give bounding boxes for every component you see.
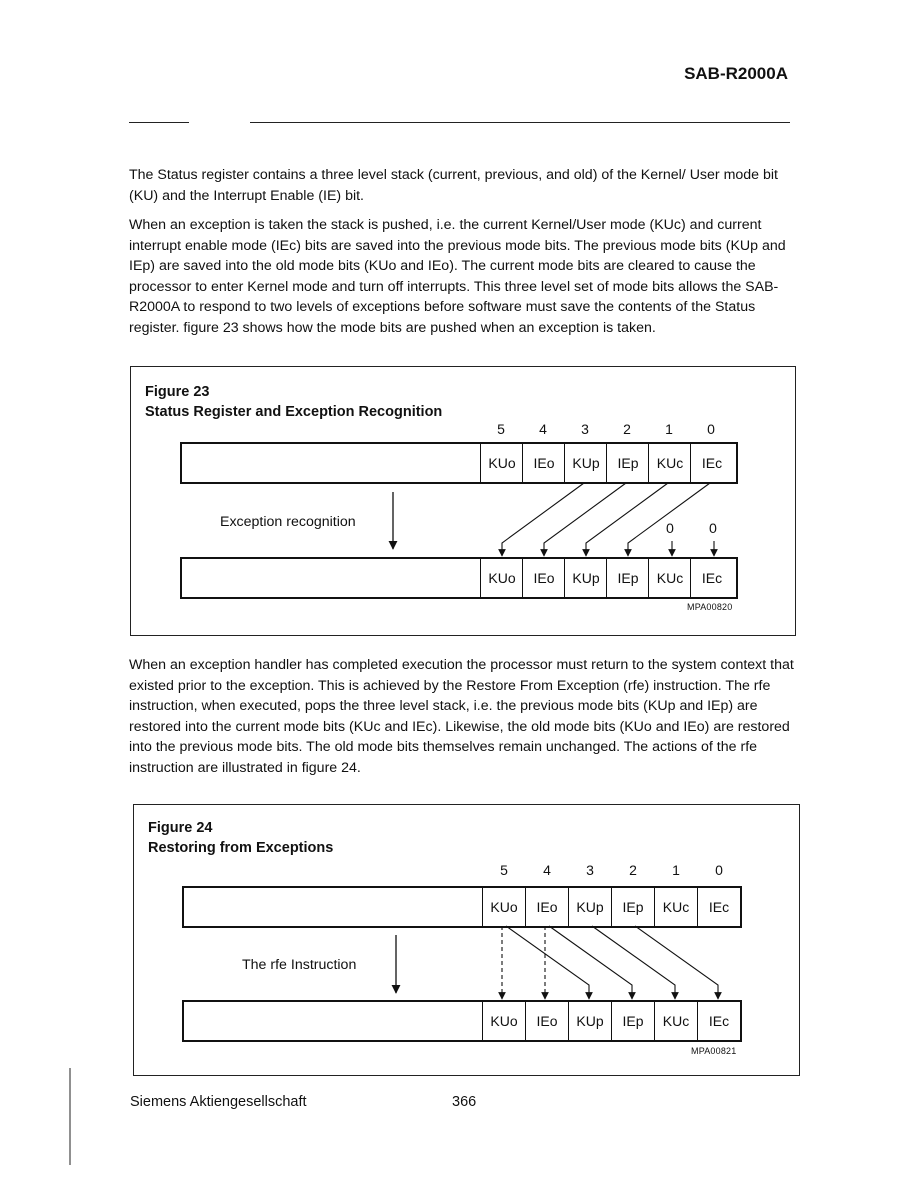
paragraph-rfe-instruction: When an exception handler has completed execution the processor must return to the system context that existed prior to the exception. This is achieved by the Restore From Exception (rfe) instruction. The rfe instruction, when executed, pops the three level stack, i.e. the previous mode bits (KUp and IEp) are restored into the current mode bits (KUc and IEc). Likewise, the old mode bits (KUo and IEo) are restored into the previous mode bits. The old mode bits themselves remain unchanged. The actions of the rfe instruction are illustrated in figure 24. bbox=[129, 657, 794, 776]
paragraph-exception-taken: When an exception is taken the stack is pushed, i.e. the current Kernel/User mode (KUc) and current interrupt enable mode (IEc) bits are saved into the previous mode bits. The previous mode bits (KUp and IEp) are saved into the old mode bits (KUo and IEo). The current mode bits are cleared to cause the processor to enter Kernel mode and turn off interrupts. This three level set of mode bits allows the SAB-R2000A to respond to two levels of exceptions before software must save the contents of the Status register. figure 23 shows how the mode bits are pushed when an exception is taken. bbox=[129, 217, 786, 336]
fig24-bottom-cell: KUp bbox=[568, 1002, 611, 1040]
fig23-exception-recognition-label: Exception recognition bbox=[220, 514, 356, 530]
fig24-bottom-cell: KUc bbox=[654, 1002, 697, 1040]
fig24-bit-number: 5 bbox=[500, 862, 508, 878]
fig23-drawing-code: MPA00820 bbox=[687, 602, 733, 612]
fig23-top-cell: IEp bbox=[606, 444, 649, 482]
fig24-bit-number: 3 bbox=[586, 862, 594, 878]
footer-page-number: 366 bbox=[452, 1094, 477, 1110]
fig24-top-cell: KUp bbox=[568, 888, 611, 926]
fig23-top-cell: KUc bbox=[648, 444, 691, 482]
fig23-bit-number: 4 bbox=[539, 421, 547, 437]
fig24-top-cell: IEp bbox=[611, 888, 654, 926]
fig23-bottom-cell: KUo bbox=[480, 559, 523, 597]
fig23-top-cell: KUp bbox=[564, 444, 607, 482]
fig24-bottom-cell: IEc bbox=[697, 1002, 740, 1040]
fig23-bit-number: 5 bbox=[497, 421, 505, 437]
fig24-bottom-cell: KUo bbox=[482, 1002, 525, 1040]
fig23-bottom-cell: KUc bbox=[648, 559, 691, 597]
fig24-bit-number: 1 bbox=[672, 862, 680, 878]
figure-23-number: Figure 23 bbox=[145, 384, 210, 400]
fig23-bottom-cell: IEc bbox=[690, 559, 733, 597]
fig23-bit-number: 1 bbox=[665, 421, 673, 437]
figure-24-title: Restoring from Exceptions bbox=[148, 840, 334, 856]
page-header-title: SAB-R2000A bbox=[684, 64, 788, 83]
fig23-bottom-cell: IEp bbox=[606, 559, 649, 597]
paragraph-status-register: The Status register contains a three level stack (current, previous, and old) of the Kernel/ User mode bit (KU) and the Interrupt Enable (IE) bit. bbox=[129, 167, 779, 204]
fig24-top-cell: IEo bbox=[525, 888, 568, 926]
fig24-bottom-cell: IEp bbox=[611, 1002, 654, 1040]
fig24-bit-number: 2 bbox=[629, 862, 637, 878]
fig23-bit-number: 2 bbox=[623, 421, 631, 437]
fig24-bit-number: 0 bbox=[715, 862, 723, 878]
figure-24-number: Figure 24 bbox=[148, 820, 213, 836]
fig24-bit-number: 4 bbox=[543, 862, 551, 878]
fig23-top-cell: KUo bbox=[480, 444, 523, 482]
footer-company: Siemens Aktiengesellschaft bbox=[130, 1094, 307, 1110]
fig23-bit-number: 3 bbox=[581, 421, 589, 437]
fig24-top-cell: KUo bbox=[482, 888, 525, 926]
figure-23-title: Status Register and Exception Recognition bbox=[145, 404, 443, 420]
fig23-bottom-cell: KUp bbox=[564, 559, 607, 597]
fig23-zero-label: 0 bbox=[666, 521, 674, 537]
fig24-pop-arrows bbox=[502, 926, 718, 999]
fig24-drawing-code: MPA00821 bbox=[691, 1046, 737, 1056]
fig23-top-cell: IEo bbox=[522, 444, 565, 482]
fig23-top-cell: IEc bbox=[690, 444, 733, 482]
fig23-bottom-cell: IEo bbox=[522, 559, 565, 597]
fig23-bit-number: 0 bbox=[707, 421, 715, 437]
fig24-top-cell: IEc bbox=[697, 888, 740, 926]
fig24-bottom-cell: IEo bbox=[525, 1002, 568, 1040]
fig24-rfe-instruction-label: The rfe Instruction bbox=[242, 957, 357, 973]
fig24-top-cell: KUc bbox=[654, 888, 697, 926]
fig23-zero-label: 0 bbox=[709, 521, 717, 537]
fig23-push-arrows bbox=[502, 483, 714, 556]
